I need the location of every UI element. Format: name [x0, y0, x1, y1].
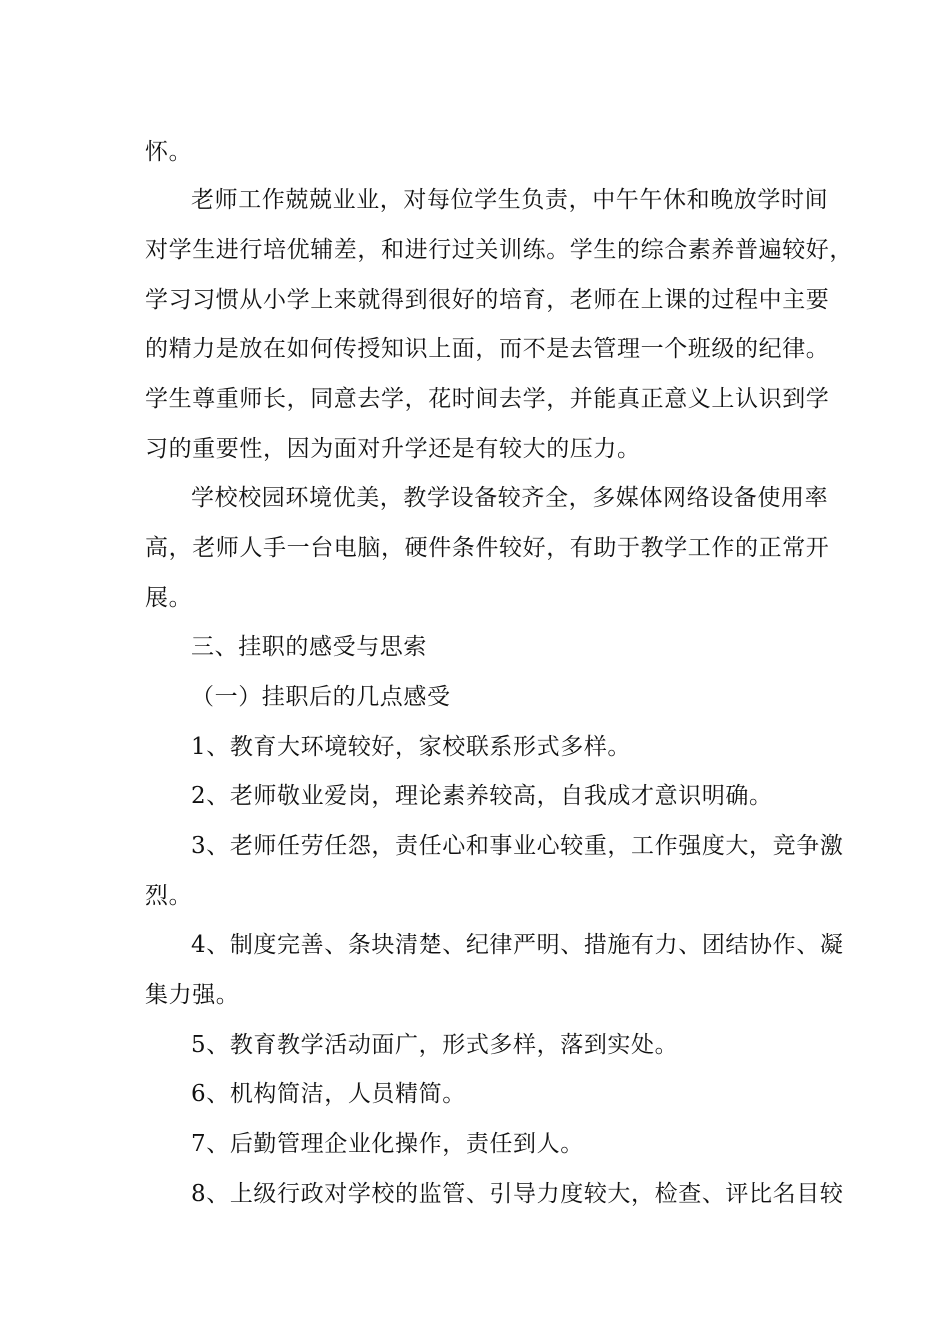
list-item: 6、机构简洁，人员精简。 [191, 1081, 466, 1107]
paragraph-line: 的精力是放在如何传授知识上面，而不是去管理一个班级的纪律。 [145, 336, 830, 362]
paragraph-line: 对学生进行培优辅差，和进行过关训练。学生的综合素养普遍较好， [145, 237, 853, 263]
paragraph-line: 学生尊重师长，同意去学，花时间去学，并能真正意义上认识到学 [145, 386, 830, 412]
list-item: 2、老师敬业爱岗，理论素养较高，自我成才意识明确。 [191, 783, 773, 809]
list-item: 7、后勤管理企业化操作，责任到人。 [191, 1131, 584, 1157]
subsection-heading: （一）挂职后的几点感受 [191, 684, 451, 710]
list-item: 8、上级行政对学校的监管、引导力度较大，检查、评比名目较 [191, 1181, 844, 1207]
paragraph-line: 展。 [145, 585, 193, 611]
list-item-continuation: 烈。 [145, 883, 193, 909]
list-item: 5、教育教学活动面广，形式多样，落到实处。 [191, 1032, 679, 1058]
paragraph-line: 高，老师人手一台电脑，硬件条件较好，有助于教学工作的正常开 [145, 535, 830, 561]
list-item: 3、老师任劳任怨，责任心和事业心较重，工作强度大，竞争激 [191, 833, 844, 859]
paragraph-line: 怀。 [145, 139, 193, 165]
list-item: 1、教育大环境较好，家校联系形式多样。 [191, 734, 632, 760]
paragraph-line: 老师工作兢兢业业，对每位学生负责，中午午休和晚放学时间 [191, 187, 829, 213]
paragraph-line: 学习习惯从小学上来就得到很好的培育，老师在上课的过程中主要 [145, 287, 830, 313]
paragraph-line: 学校校园环境优美，教学设备较齐全，多媒体网络设备使用率 [191, 485, 829, 511]
paragraph-line: 习的重要性，因为面对升学还是有较大的压力。 [145, 436, 641, 462]
section-heading: 三、挂职的感受与思索 [191, 634, 427, 660]
list-item: 4、制度完善、条块清楚、纪律严明、措施有力、团结协作、凝 [191, 932, 844, 958]
list-item-continuation: 集力强。 [145, 982, 240, 1008]
